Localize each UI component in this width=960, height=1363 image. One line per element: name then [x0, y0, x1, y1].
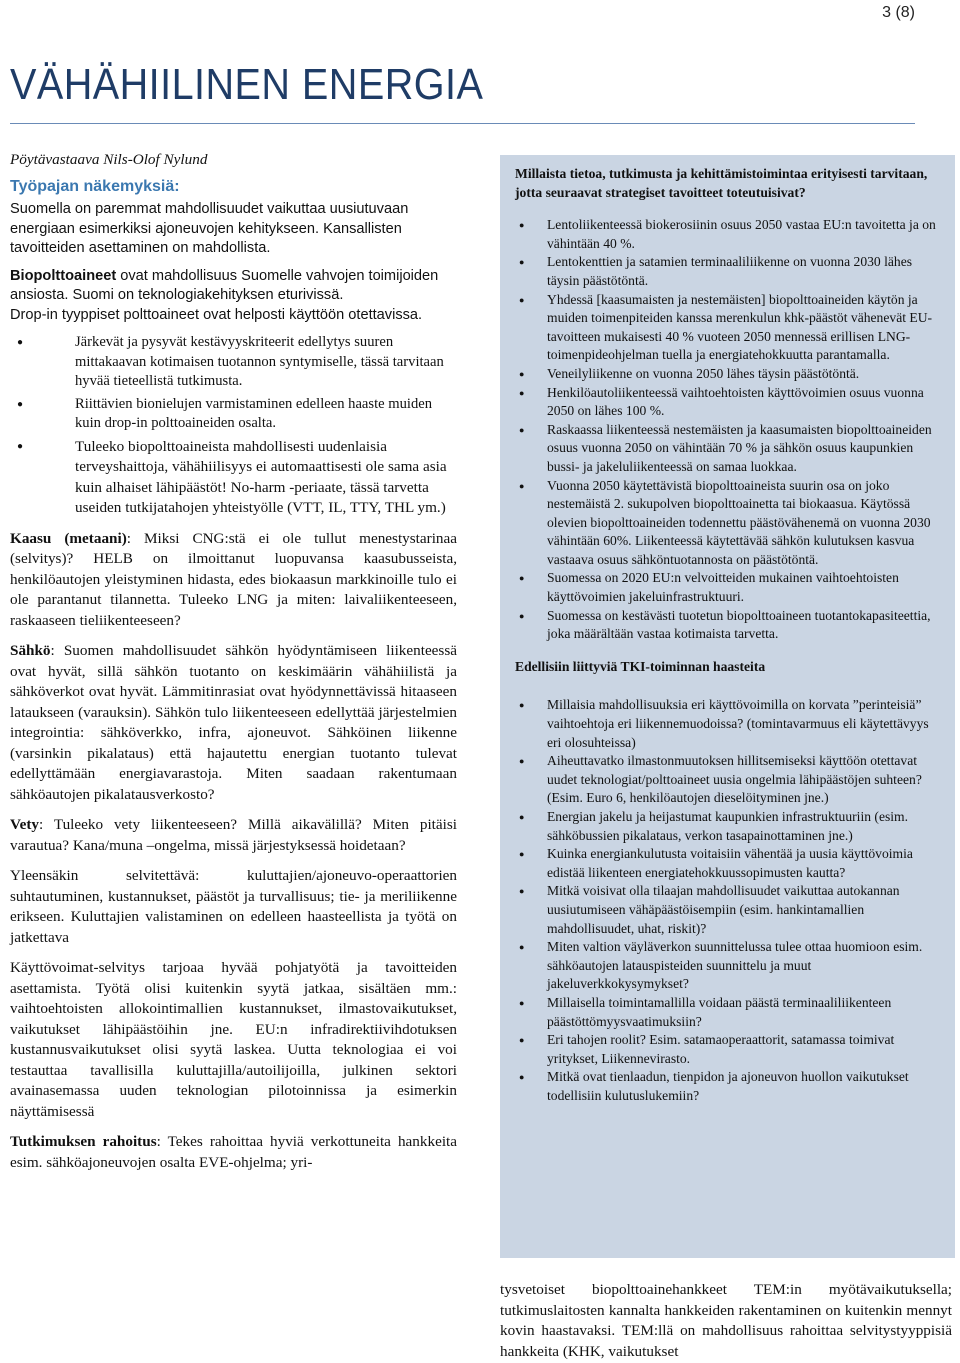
left-column [10, 150, 457, 1183]
general-paragraph: Yleensäkin selvitettävä: kuluttajien/ajoneuvo-operaattorien suhtautuminen, kustannukset, päästöt ja turvallisuus; tie- ja meriliikenne erikseen. Kuluttajien valistaminen on edelleen haasteellista ja työtä on jatkettava [10, 867, 457, 946]
page-title: VÄHÄHIILINEN ENERGIA [10, 60, 484, 109]
biofuels-lead: Biopolttoaineet [10, 267, 117, 284]
workshop-views-heading: Työpajan näkemyksiä: [10, 177, 180, 195]
page-number: 3 (8) [882, 4, 915, 21]
list-item: ● Eri tahojen roolit? Esim. satamaoperaattorit, satamassa toimivat yritykset, Liikennevirasto. [547, 1031, 945, 1068]
continued-paragraph: tysvetoiset biopolttoainehankkeet TEM:in myötävaikutuksella; tutkimuslaitosten kannalta hankkeiden rakentaminen on kuitenkin mennyt kovin haastavaksi. TEM:llä on mahdollisuus rahoittaa selvitystyyppisiä hankkeita (KHK, vaikutukset [500, 1281, 952, 1360]
goals-heading: Millaista tietoa, tutkimusta ja kehittämistoimintaa erityisesti tarvitaan, jotta seuraavat strategiset tavoitteet toteutuisivat? [515, 166, 928, 200]
list-item: ● Aiheuttavatko ilmastonmuutoksen hillitsemiseksi käyttöön otettavat uudet teknologiat/polttoaineet uusia ongelmia lähipäästöjen suhteen? (Esim. Euro 6, henkilöautojen dieselöityminen jne.) [547, 752, 945, 808]
list-item: ● Henkilöautoliikenteessä vaihtoehtoisten käyttövoimien osuus vuonna 2050 on lähes 100 %. [547, 384, 945, 421]
gas-text: : Miksi CNG:stä ei ole tullut menestystarinaa (selvitys)? HELB on ilmoittanut luopuvansa kaasubusseista, henkilöautojen yleistyminen hidasta, edes biokaasun markkinoille tulo ei ole parantanut tilannetta. Tuleeko LNG ja miten: laivaliikenteeseen, raskaaseen tieliikenteeseen? [10, 529, 457, 629]
list-item: ● Suomessa on 2020 EU:n velvoitteiden mukainen vaihtoehtoisten käyttövoimien jakeluinfrastruktuuri. [547, 569, 945, 606]
list-item: ● Lentokenttien ja satamien terminaaliliikenne on vuonna 2030 lähes täysin päästötöntä. [547, 253, 945, 290]
gas-paragraph [10, 529, 457, 632]
goals-list [515, 216, 945, 644]
list-item: ● Veneilyliikenne on vuonna 2050 lähes täysin päästötöntä. [547, 365, 945, 384]
list-item: ● Energian jakelu ja heijastumat kaupunkien infrastruktuuriin (esim. sähköbussien pikalataus, verkon tasapainottaminen jne.) [547, 808, 945, 845]
hydrogen-text: : Tuleeko vety liikenteeseen? Millä aikavälillä? Miten pitäisi varautua? Kana/muna –ongelma, missä järjestyksessä hoidetaan? [10, 816, 457, 854]
funding-lead: Tutkimuksen rahoitus [10, 1133, 157, 1150]
right-column [515, 165, 945, 1120]
electricity-lead: Sähkö [10, 642, 51, 659]
list-item: ● Vuonna 2050 käytettävistä biopolttoaineista suurin osa on joko nestemäistä 2. sukupolven biopolttoainetta tai biokaasua. Käytössä olevien biopolttoaineiden todennettu päästövähenemä on vuonna 2030 vähintään 60%. Liikenteessä käytettävää sähkön kulutuksen kasvua vastaava osuus sähköntuotannosta on päästötöntä. [547, 477, 945, 570]
list-item: ● Järkevät ja pysyvät kestävyyskriteerit edellytys suuren mittakaavan kotimaisen tuotannon syntymiselle, tässä tarvitaan hyvää tieteellistä tutkimusta. [75, 333, 457, 392]
list-item: ● Mitkä ovat tienlaadun, tienpidon ja ajoneuvon huollon vaikutukset todellisiin kulutuslukemiin? [547, 1068, 945, 1105]
list-item: ● Miten valtion väyläverkon suunnittelussa tulee ottaa huomioon esim. sähköautojen latauspisteiden suunnittelu ja muut jakeluverkkokysymykset? [547, 938, 945, 994]
dropin-text: Drop-in tyyppiset polttoaineet ovat helposti käyttöön otettavissa. [10, 306, 423, 323]
biofuel-bullets [10, 333, 457, 519]
intro-paragraph [10, 200, 457, 259]
hydrogen-paragraph [10, 815, 457, 856]
list-item: ● Lentoliikenteessä biokerosiinin osuus 2050 vastaa EU:n tavoitetta ja on vähintään 40 %. [547, 216, 945, 253]
list-item: ● Mitkä voisivat olla tilaajan mahdollisuudet vaikuttaa autokannan uusiutumiseen vähäpäästöisempiin (esim. hankintamallien mahdollisuudet, uhat, riskit)? [547, 882, 945, 938]
challenges-list [515, 696, 945, 1105]
table-chair: Pöytävastaava Nils-Olof Nylund [10, 151, 208, 168]
electricity-paragraph [10, 641, 457, 805]
list-item: ● Riittävien bionielujen varmistaminen edelleen haaste muiden kuin drop-in polttoaineiden osalta. [75, 395, 457, 434]
list-item: ● Tuleeko biopolttoaineista mahdollisesti uudenlaisia terveyshaittoja, vähähiilisyys ei automaattisesti ole sama asia kuin alhaiset lähipäästöt! No-harm -periaate, tässä tarvetta useiden tutkijatahojen yhteistyölle (VTT, IL, TTY, THL ym.) [75, 437, 457, 519]
list-item: ● Millaisella toimintamallilla voidaan päästä terminaaliliikenteen päästöttömyysvaatimuksiin? [547, 994, 945, 1031]
intro-text: Suomella on paremmat mahdollisuudet vaikuttaa uusiutuvaan energiaan esimerkiksi ajoneuvojen kehitykseen. Kansallisten tavoitteiden asettaminen on mahdollista. [10, 201, 409, 256]
funding-paragraph [10, 1132, 457, 1173]
study-paragraph: Käyttövoimat-selvitys tarjoaa hyvää pohjatyötä ja tavoitteiden asettamista. Työtä olisi kuitenkin syytä jatkaa, sisältäen mm.: vaihtoehtoisten allokointimallien kustannukset, ilmastovaikutukset, vaikutukset lähipäästöihin jne. EU:n infradirektiivihdotuksen kustannusvaikutukset olisi syytä laskea. Uutta teknologiaa ei voi testauttaa tavallisilla kuluttajilla/autoilijoilla, julkinen sektori avainasemassa uuden teknologian pilotoinnissa ja esimerkin näyttämisessä [10, 959, 457, 1120]
biofuels-paragraph [10, 267, 457, 326]
list-item: ● Suomessa on kestävästi tuotetun biopolttoaineen tuotantokapasiteettia, joka määrältään vastaa kotimaista tarvetta. [547, 607, 945, 644]
hydrogen-lead: Vety [10, 816, 39, 833]
list-item: ● Millaisia mahdollisuuksia eri käyttövoimilla on korvata ”perinteisiä” vaihtoehtoja eri liikennemuodoissa? (tomintavarmuus eli käytettävyys eri olosuhteissa) [547, 696, 945, 752]
gas-lead: Kaasu (metaani) [10, 529, 127, 547]
title-underline [10, 123, 915, 124]
funding-text: : Tekes rahoittaa hyviä verkottuneita hankkeita esim. sähköajoneuvojen osalta EVE-ohjelma; yri- [10, 1133, 457, 1171]
electricity-text: : Suomen mahdollisuudet sähkön hyödyntämiseen liikenteessä ovat hyvät, sillä sähkön tuotanto on keskimäärin vähähiilistä ja sähköverkot ovat hyvät. Lämmitinrasiat ovat hyödynnettävissä hitaaseen lataukseen (varauksin). Sähkön tulo liikenteeseen edellyttää järjestelmien integrointia: sähköverkko, infra, ajoneuvot. Sähköinen liikenne (varsinkin pikalataus) että hajautettu energian tuotanto tulevat edellyttämään energiavarastoja. Miten saadaan rakentumaan sähköautojen pikalatausverkosto? [10, 642, 457, 803]
biofuels-text: ovat mahdollisuus Suomelle vahvojen toimijoiden ansiosta. Suomi on teknologiakehityksen eturivissä. [10, 267, 439, 303]
list-item: ● Kuinka energiankulutusta voitaisiin vähentää ja uusia käyttövoimia edistää liikenteen energiatehokkuussopimusten kautta? [547, 845, 945, 882]
challenges-heading: Edellisiin liittyviä TKI-toiminnan haasteita [515, 658, 766, 674]
list-item: ● Yhdessä [kaasumaisten ja nestemäisten] biopolttoaineiden käytön ja muiden toimenpiteiden kanssa merenkulun khk-päästöt vähenevät EU-tavoitteen mukaisesti 40 % vuoteen 2050 mennessä erillisen LNG-toimenpideohjelman tuella ja energiatehokkuutta parantamalla. [547, 291, 945, 365]
list-item: ● Raskaassa liikenteessä nestemäisten ja kaasumaisten biopolttoaineiden osuus vuonna 2050 on vähintään 70 % ja sähkön osuus kaupunkien bussi- ja jakeluliikenteessä on samaa luokkaa. [547, 421, 945, 477]
